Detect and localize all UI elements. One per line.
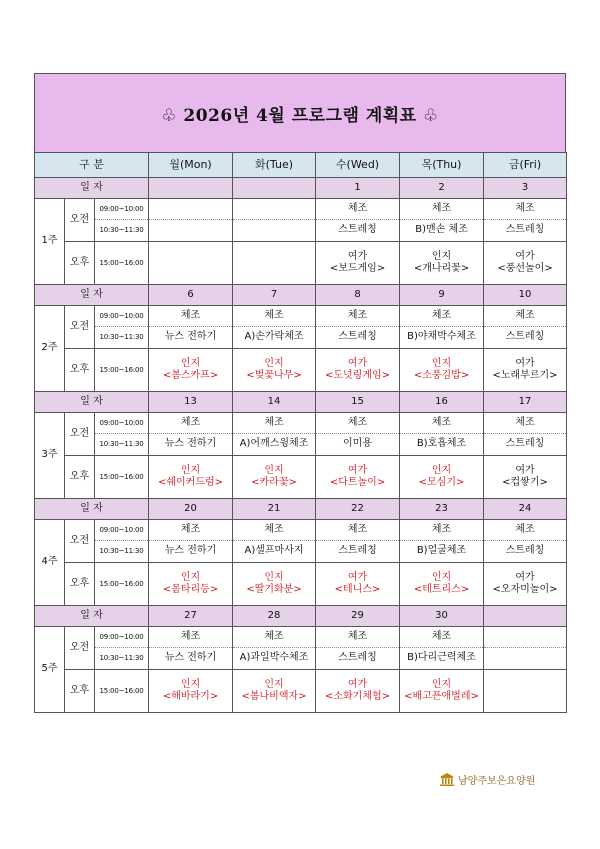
date-cell: 24 — [484, 499, 567, 520]
activity-type: 여가 — [347, 678, 368, 690]
program-cell: 체조 — [316, 627, 400, 648]
activity-cell — [149, 242, 233, 285]
activity-title: <해바라기> — [162, 691, 219, 702]
date-cell: 7 — [233, 285, 316, 306]
slot-row-am2 — [35, 434, 567, 456]
slot-row-pm — [35, 670, 567, 713]
activity-type: 인지 — [180, 357, 201, 369]
program-cell: 체조 — [316, 306, 400, 327]
program-cell: 스트레칭 — [316, 648, 400, 670]
activity-type: 여가 — [347, 357, 368, 369]
activity-type: 여가 — [515, 464, 535, 476]
date-row — [35, 606, 567, 627]
program-cell: B)얼굴체조 — [400, 541, 484, 563]
program-cell — [149, 220, 233, 242]
activity-title: <개나리꽃> — [413, 263, 470, 274]
schedule-table — [34, 152, 567, 713]
activity-cell — [149, 456, 233, 499]
activity-cell — [484, 456, 567, 499]
activity-cell — [484, 242, 567, 285]
slot-row-am2 — [35, 648, 567, 670]
activity-cell — [316, 670, 400, 713]
slot-row-am1 — [35, 627, 567, 648]
header-day-tue: 화(Tue) — [233, 153, 316, 178]
date-label: 일 자 — [35, 499, 149, 520]
activity-cell — [149, 670, 233, 713]
time-label: 15:00~16:00 — [95, 242, 149, 285]
activity-title: <풍선놀이> — [497, 263, 553, 274]
program-cell: 체조 — [400, 413, 484, 434]
program-cell: 체조 — [316, 413, 400, 434]
program-cell — [484, 627, 567, 648]
program-cell: 체조 — [149, 627, 233, 648]
header-day-fri: 금(Fri) — [484, 153, 567, 178]
activity-type: 여가 — [347, 250, 368, 262]
week-label: 5주 — [35, 627, 65, 713]
time-label: 15:00~16:00 — [95, 349, 149, 392]
activity-type: 인지 — [431, 678, 452, 690]
activity-cell — [316, 349, 400, 392]
program-cell: 체조 — [484, 520, 567, 541]
slot-row-pm — [35, 456, 567, 499]
activity-title: <도넛링게임> — [324, 370, 391, 381]
schedule-body — [35, 153, 567, 713]
activity-title: <오자미놀이> — [492, 584, 558, 595]
time-label: 15:00~16:00 — [95, 563, 149, 606]
program-cell: 체조 — [233, 306, 316, 327]
activity-title: <노래부르기> — [492, 370, 558, 381]
am-label: 오전 — [65, 627, 95, 670]
activity-type: 인지 — [264, 464, 284, 476]
slot-row-pm — [35, 242, 567, 285]
activity-title: <봄스카프> — [162, 370, 219, 381]
time-label: 15:00~16:00 — [95, 670, 149, 713]
program-cell — [149, 199, 233, 220]
activity-type: 여가 — [515, 250, 535, 262]
date-cell: 14 — [233, 392, 316, 413]
program-cell: 체조 — [233, 520, 316, 541]
program-cell: 체조 — [233, 627, 316, 648]
program-cell — [484, 648, 567, 670]
activity-cell — [316, 563, 400, 606]
pm-label: 오후 — [65, 670, 95, 713]
date-label: 일 자 — [35, 285, 149, 306]
date-row — [35, 392, 567, 413]
time-label: 09:00~10:00 — [95, 199, 149, 220]
program-cell: 체조 — [400, 199, 484, 220]
date-cell — [149, 178, 233, 199]
week-label: 4주 — [35, 520, 65, 606]
footer-brand — [440, 772, 535, 787]
program-cell: 체조 — [149, 413, 233, 434]
date-label: 일 자 — [35, 178, 149, 199]
header-row — [35, 153, 567, 178]
activity-cell — [316, 456, 400, 499]
date-cell: 28 — [233, 606, 316, 627]
header-day-wed: 수(Wed) — [316, 153, 400, 178]
activity-cell — [484, 349, 567, 392]
program-cell: 체조 — [400, 627, 484, 648]
date-cell: 8 — [316, 285, 400, 306]
date-row — [35, 178, 567, 199]
time-label: 10:30~11:30 — [95, 541, 149, 563]
activity-title: <카라꽃> — [251, 477, 297, 488]
activity-cell — [233, 563, 316, 606]
program-cell: B)다리근력체조 — [400, 648, 484, 670]
date-cell: 16 — [400, 392, 484, 413]
slot-row-am1 — [35, 413, 567, 434]
am-label: 오전 — [65, 413, 95, 456]
program-cell: B)호흡체조 — [400, 434, 484, 456]
slot-row-am2 — [35, 541, 567, 563]
program-cell: 체조 — [149, 306, 233, 327]
program-cell: 스트레칭 — [484, 541, 567, 563]
activity-title: <컵쌓기> — [502, 477, 548, 488]
program-cell — [233, 220, 316, 242]
activity-cell — [400, 670, 484, 713]
program-cell: 이미용 — [316, 434, 400, 456]
activity-title: <테니스> — [334, 584, 381, 595]
activity-type: 인지 — [431, 250, 452, 262]
slot-row-pm — [35, 349, 567, 392]
activity-type: 여가 — [347, 464, 368, 476]
program-cell: 스트레칭 — [316, 220, 400, 242]
week-label: 1주 — [35, 199, 65, 285]
date-cell: 1 — [316, 178, 400, 199]
program-cell: A)셀프마사지 — [233, 541, 316, 563]
date-cell: 21 — [233, 499, 316, 520]
program-cell: A)어깨스윙체조 — [233, 434, 316, 456]
activity-cell — [233, 456, 316, 499]
am-label: 오전 — [65, 199, 95, 242]
program-cell: B)맨손 체조 — [400, 220, 484, 242]
activity-type: 인지 — [264, 357, 284, 369]
activity-title: <테트리스> — [413, 584, 470, 595]
time-label: 09:00~10:00 — [95, 520, 149, 541]
header-day-thu: 목(Thu) — [400, 153, 484, 178]
date-cell: 6 — [149, 285, 233, 306]
am-label: 오전 — [65, 520, 95, 563]
date-cell: 29 — [316, 606, 400, 627]
program-cell: 체조 — [316, 199, 400, 220]
activity-cell — [484, 670, 567, 713]
date-cell: 27 — [149, 606, 233, 627]
activity-title: <몸타리등> — [162, 584, 219, 595]
footer-text: 남양주보은요양원 — [458, 776, 536, 787]
schedule-sheet — [34, 73, 566, 713]
slot-row-am1 — [35, 520, 567, 541]
program-cell: 뉴스 전하기 — [149, 434, 233, 456]
date-row — [35, 285, 567, 306]
date-cell: 13 — [149, 392, 233, 413]
activity-title: <소풍김밥> — [413, 370, 470, 381]
program-cell: 체조 — [400, 520, 484, 541]
pm-label: 오후 — [65, 242, 95, 285]
time-label: 10:30~11:30 — [95, 434, 149, 456]
date-cell: 23 — [400, 499, 484, 520]
slot-row-am1 — [35, 199, 567, 220]
activity-title: <다트놀이> — [329, 477, 386, 488]
program-cell: 뉴스 전하기 — [149, 648, 233, 670]
program-cell: A)과일박수체조 — [233, 648, 316, 670]
date-cell — [233, 178, 316, 199]
program-cell: 뉴스 전하기 — [149, 327, 233, 349]
pm-label: 오후 — [65, 456, 95, 499]
program-cell: 스트레칭 — [484, 327, 567, 349]
date-cell: 15 — [316, 392, 400, 413]
date-label: 일 자 — [35, 606, 149, 627]
date-cell: 9 — [400, 285, 484, 306]
activity-cell — [316, 242, 400, 285]
week-label: 3주 — [35, 413, 65, 499]
program-cell: 체조 — [233, 413, 316, 434]
activity-cell — [400, 563, 484, 606]
activity-cell — [233, 242, 316, 285]
time-label: 10:30~11:30 — [95, 327, 149, 349]
program-cell: 스트레칭 — [316, 541, 400, 563]
activity-type: 인지 — [180, 571, 201, 583]
date-cell: 20 — [149, 499, 233, 520]
activity-type: 인지 — [264, 678, 284, 690]
time-label: 09:00~10:00 — [95, 413, 149, 434]
program-cell: 뉴스 전하기 — [149, 541, 233, 563]
time-label: 10:30~11:30 — [95, 648, 149, 670]
date-cell: 17 — [484, 392, 567, 413]
activity-type: 인지 — [431, 464, 452, 476]
activity-type: 인지 — [264, 571, 284, 583]
activity-title: <소화기체험> — [324, 691, 391, 702]
activity-type: 여가 — [347, 571, 368, 583]
activity-title: <쉐이커드럼> — [157, 477, 224, 488]
program-cell: 체조 — [484, 413, 567, 434]
program-cell: 체조 — [484, 199, 567, 220]
slot-row-am2 — [35, 327, 567, 349]
activity-cell — [400, 456, 484, 499]
time-label: 09:00~10:00 — [95, 306, 149, 327]
program-cell: A)손가락체조 — [233, 327, 316, 349]
week-label: 2주 — [35, 306, 65, 392]
program-cell: 체조 — [316, 520, 400, 541]
page-title: ♧ 2026년 4월 프로그램 계획표 ♧ — [161, 105, 439, 126]
activity-cell — [149, 349, 233, 392]
building-icon — [440, 773, 454, 786]
activity-title: <배고픈애벌레> — [404, 691, 479, 702]
activity-title: <딸기화분> — [246, 584, 302, 595]
slot-row-am2 — [35, 220, 567, 242]
title-banner — [34, 73, 566, 152]
activity-cell — [400, 349, 484, 392]
program-cell — [233, 199, 316, 220]
activity-title: <봄나비액자> — [241, 691, 307, 702]
program-cell: 체조 — [484, 306, 567, 327]
activity-type: 인지 — [180, 678, 201, 690]
time-label: 15:00~16:00 — [95, 456, 149, 499]
activity-cell — [400, 242, 484, 285]
slot-row-am1 — [35, 306, 567, 327]
date-cell: 30 — [400, 606, 484, 627]
activity-type: 인지 — [431, 357, 452, 369]
slot-row-pm — [35, 563, 567, 606]
header-day-mon: 월(Mon) — [149, 153, 233, 178]
header-gubun: 구 분 — [35, 153, 149, 178]
activity-title: <벚꽃나무> — [246, 370, 302, 381]
activity-type: 인지 — [180, 464, 201, 476]
activity-cell — [484, 563, 567, 606]
date-cell: 22 — [316, 499, 400, 520]
program-cell: 체조 — [400, 306, 484, 327]
date-cell: 10 — [484, 285, 567, 306]
activity-type: 여가 — [515, 357, 535, 369]
am-label: 오전 — [65, 306, 95, 349]
pm-label: 오후 — [65, 563, 95, 606]
program-cell: 스트레칭 — [484, 434, 567, 456]
activity-type: 여가 — [515, 571, 535, 583]
date-cell: 2 — [400, 178, 484, 199]
program-cell: 스트레칭 — [316, 327, 400, 349]
time-label: 09:00~10:00 — [95, 627, 149, 648]
date-cell — [484, 606, 567, 627]
program-cell: 체조 — [149, 520, 233, 541]
activity-cell — [149, 563, 233, 606]
activity-cell — [233, 349, 316, 392]
time-label: 10:30~11:30 — [95, 220, 149, 242]
date-label: 일 자 — [35, 392, 149, 413]
activity-title: <보드게임> — [329, 263, 386, 274]
activity-type: 인지 — [431, 571, 452, 583]
activity-title: <모심기> — [418, 477, 465, 488]
pm-label: 오후 — [65, 349, 95, 392]
program-cell: B)야채박수체조 — [400, 327, 484, 349]
program-cell: 스트레칭 — [484, 220, 567, 242]
date-row — [35, 499, 567, 520]
date-cell: 3 — [484, 178, 567, 199]
activity-cell — [233, 670, 316, 713]
